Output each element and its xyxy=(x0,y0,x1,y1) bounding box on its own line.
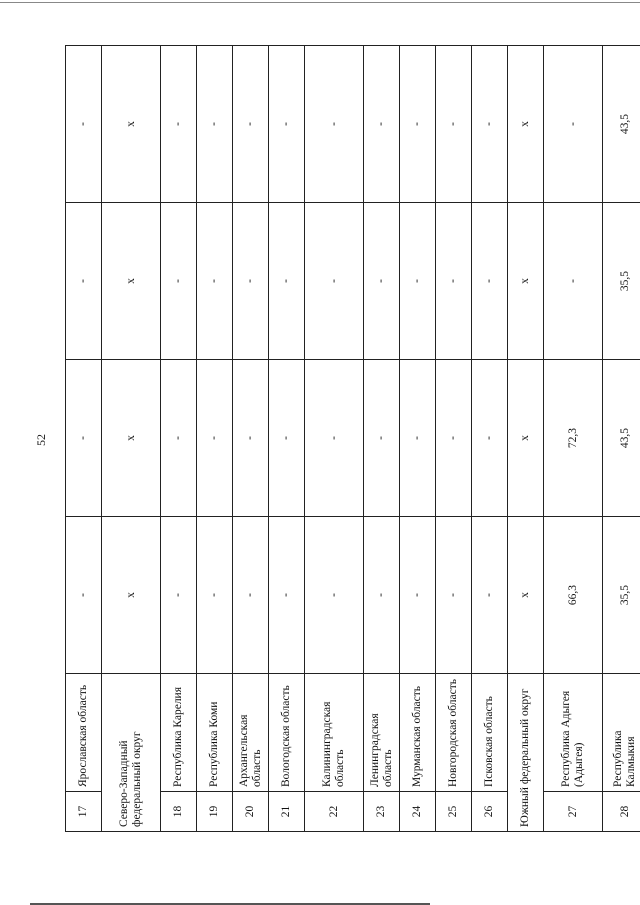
table-row xyxy=(197,46,233,832)
value-cell-2: - xyxy=(66,360,102,517)
region-name-cell: Калининградская область xyxy=(305,674,364,792)
value-cell-3: - xyxy=(233,203,269,360)
value-cell-3: x xyxy=(508,203,544,360)
value-cell-3: - xyxy=(436,203,472,360)
value-cell-2: - xyxy=(305,360,364,517)
row-number-cell: 22 xyxy=(305,792,364,832)
region-name-cell: Ленинградская область xyxy=(364,674,400,792)
table-row xyxy=(305,46,364,832)
value-cell-4: - xyxy=(544,46,603,203)
row-number-cell: 25 xyxy=(436,792,472,832)
value-cell-1: - xyxy=(472,517,508,674)
table-row xyxy=(233,46,269,832)
value-cell-4: x xyxy=(102,46,161,203)
table-row xyxy=(472,46,508,832)
value-cell-3: - xyxy=(197,203,233,360)
value-cell-2: - xyxy=(472,360,508,517)
value-cell-1: - xyxy=(436,517,472,674)
table-row xyxy=(436,46,472,832)
region-name-cell: Ярославская область xyxy=(66,674,102,792)
value-cell-1: - xyxy=(66,517,102,674)
value-cell-2: x xyxy=(508,360,544,517)
region-name-cell: Псковская область xyxy=(472,674,508,792)
value-cell-4: - xyxy=(197,46,233,203)
value-cell-4: - xyxy=(472,46,508,203)
region-name-cell: Новгородская область xyxy=(436,674,472,792)
region-name-cell: Северо-Западный федеральный округ xyxy=(102,674,161,832)
row-number-cell: 21 xyxy=(269,792,305,832)
value-cell-4: - xyxy=(269,46,305,203)
table-row xyxy=(364,46,400,832)
value-cell-3: - xyxy=(364,203,400,360)
value-cell-4: - xyxy=(400,46,436,203)
table-row xyxy=(400,46,436,832)
value-cell-3: - xyxy=(161,203,197,360)
value-cell-2: - xyxy=(269,360,305,517)
value-cell-4: - xyxy=(436,46,472,203)
row-number-cell: 20 xyxy=(233,792,269,832)
value-cell-2: 43,5 xyxy=(603,360,640,517)
row-number-cell: 23 xyxy=(364,792,400,832)
table-row xyxy=(508,46,544,832)
value-cell-3: - xyxy=(66,203,102,360)
value-cell-4: - xyxy=(305,46,364,203)
scan-edge-top xyxy=(0,2,640,3)
row-number-cell: 28 xyxy=(603,792,640,832)
value-cell-1: 66,3 xyxy=(544,517,603,674)
value-cell-2: - xyxy=(161,360,197,517)
region-name-cell: Южный федеральный округ xyxy=(508,674,544,832)
value-cell-3: - xyxy=(544,203,603,360)
value-cell-3: - xyxy=(400,203,436,360)
value-cell-2: - xyxy=(364,360,400,517)
value-cell-4: - xyxy=(364,46,400,203)
table-row xyxy=(544,46,603,832)
table-row xyxy=(161,46,197,832)
row-number-cell: 18 xyxy=(161,792,197,832)
value-cell-3: - xyxy=(305,203,364,360)
region-name-cell: Республика Карелия xyxy=(161,674,197,792)
region-name-cell: Архангельская область xyxy=(233,674,269,792)
value-cell-3: x xyxy=(102,203,161,360)
row-number-cell: 26 xyxy=(472,792,508,832)
value-cell-2: 72,3 xyxy=(544,360,603,517)
table-row xyxy=(603,46,640,832)
value-cell-1: 35,5 xyxy=(603,517,640,674)
value-cell-1: - xyxy=(197,517,233,674)
row-number-cell: 17 xyxy=(66,792,102,832)
region-name-cell: Республика Адыгея (Адыгея) xyxy=(544,674,603,792)
value-cell-4: - xyxy=(161,46,197,203)
region-name-cell: Республика Калмыкия xyxy=(603,674,640,792)
table-row xyxy=(269,46,305,832)
value-cell-4: - xyxy=(233,46,269,203)
value-cell-1: - xyxy=(161,517,197,674)
region-name-cell: Мурманская область xyxy=(400,674,436,792)
value-cell-2: - xyxy=(400,360,436,517)
table-row xyxy=(102,46,161,832)
value-cell-4: - xyxy=(66,46,102,203)
value-cell-4: 43,5 xyxy=(603,46,640,203)
region-name-cell: Вологодская область xyxy=(269,674,305,792)
value-cell-3: 35,5 xyxy=(603,203,640,360)
value-cell-1: - xyxy=(364,517,400,674)
value-cell-3: - xyxy=(269,203,305,360)
value-cell-1: x xyxy=(508,517,544,674)
row-number-cell: 19 xyxy=(197,792,233,832)
value-cell-4: x xyxy=(508,46,544,203)
value-cell-2: - xyxy=(436,360,472,517)
value-cell-1: - xyxy=(400,517,436,674)
row-number-cell: 24 xyxy=(400,792,436,832)
region-name-cell: Республика Коми xyxy=(197,674,233,792)
table-row xyxy=(66,46,102,832)
region-table-container xyxy=(65,46,637,832)
row-number-cell: 27 xyxy=(544,792,603,832)
value-cell-2: - xyxy=(197,360,233,517)
value-cell-1: x xyxy=(102,517,161,674)
value-cell-3: - xyxy=(472,203,508,360)
value-cell-1: - xyxy=(305,517,364,674)
region-table xyxy=(65,45,640,832)
page-number: 52 xyxy=(34,434,48,446)
value-cell-1: - xyxy=(233,517,269,674)
value-cell-2: - xyxy=(233,360,269,517)
value-cell-2: x xyxy=(102,360,161,517)
value-cell-1: - xyxy=(269,517,305,674)
